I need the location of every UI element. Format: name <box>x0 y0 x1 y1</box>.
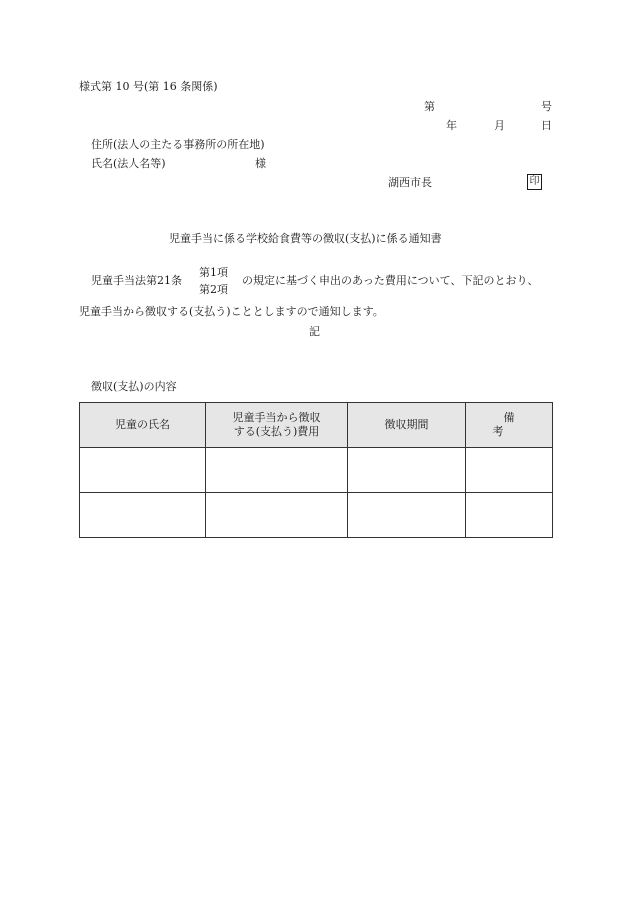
recipient-address-label: 住所(法人の主たる事務所の所在地) <box>91 138 265 151</box>
header-period: 徴収期間 <box>348 403 466 448</box>
body-text-line2: 児童手当から徴収する(支払う)こととしますので通知します。 <box>79 305 384 318</box>
header-fee: 児童手当から徴収 する(支払う)費用 <box>206 403 348 448</box>
ki-heading: 記 <box>309 325 320 338</box>
date-month-label: 月 <box>494 119 505 132</box>
cell-remarks <box>466 493 553 538</box>
cell-fee <box>206 448 348 493</box>
header-child-name: 児童の氏名 <box>80 403 206 448</box>
law-reference: 児童手当法第21条 <box>91 274 182 287</box>
paragraph-option-1: 第1項 <box>199 266 228 279</box>
cell-child-name <box>80 448 206 493</box>
cell-period <box>348 448 466 493</box>
form-number: 様式第 10 号(第 16 条関係) <box>79 80 218 93</box>
document-number-prefix: 第 <box>424 100 435 113</box>
table-header-row <box>80 403 553 448</box>
issuer-title: 湖西市長 <box>388 176 432 189</box>
paragraph-option-2: 第2項 <box>199 283 228 296</box>
recipient-name-label: 氏名(法人名等) <box>91 157 166 170</box>
header-remarks: 備考 <box>466 403 553 448</box>
document-title: 児童手当に係る学校給食費等の徴収(支払)に係る通知書 <box>169 232 442 245</box>
document-number-suffix: 号 <box>541 100 552 113</box>
cell-remarks <box>466 448 553 493</box>
seal-stamp: 印 <box>527 174 542 190</box>
table-row <box>80 448 553 493</box>
recipient-honorific: 様 <box>255 157 266 170</box>
cell-fee <box>206 493 348 538</box>
date-day-label: 日 <box>541 119 552 132</box>
collection-detail-table <box>79 402 553 538</box>
table-row <box>80 493 553 538</box>
date-year-label: 年 <box>446 119 457 132</box>
body-text-line1: の規定に基づく申出のあった費用について、下記のとおり、 <box>242 274 539 287</box>
cell-child-name <box>80 493 206 538</box>
section-label: 徴収(支払)の内容 <box>91 380 177 393</box>
cell-period <box>348 493 466 538</box>
